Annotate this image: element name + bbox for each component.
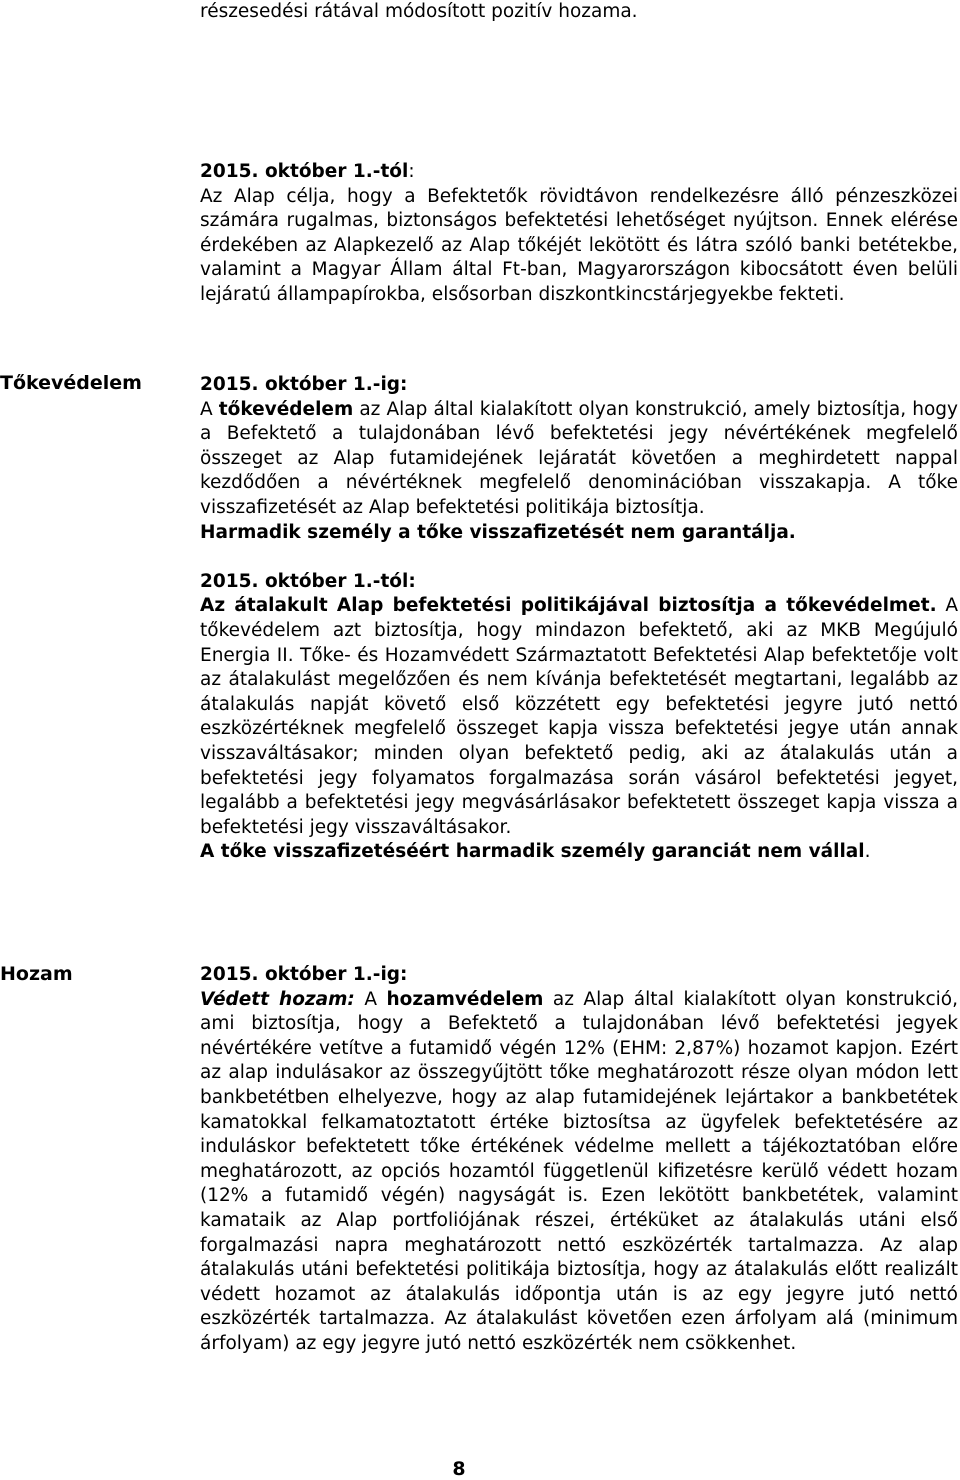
- objective-text: Az Alap célja, hogy a Befektetők rövidtávon rendelkezésre álló pénzeszközei számára rugalmas, biztonságos befektetési lehetőséget nyújtson. Ennek elérése érdekében az Alapkezelő az Alap tőkéjét lekötött és látra szóló banki betétekbe, valamint a Magyar Állam által Ft-ban, Magyarországon kibocsátott éven belüli lejáratú állampapírokba, elsősorban diszkontkincstárjegyekbe fekteti.: [200, 185, 958, 305]
- capital-paragraph-2: [200, 594, 958, 840]
- yield-term-protection: hozamvédelem: [386, 988, 544, 1010]
- page-number: 8: [452, 1458, 466, 1480]
- capital-p1-text: az Alap által kialakított olyan konstrukció, amely biztosítja, hogy a Befektető a tulajdonában lévő befektetési jegy névértékének megfelelő összeget az Alap futamidejének lejáratát követően a meghirdetett nappal kezdődően a névértéknek megfelelő denominációban visszakapja. A tőke visszafizetését az Alap befektetési politikája biztosítja.: [200, 398, 958, 518]
- capital-final: [200, 840, 958, 865]
- yield-label: Hozam: [0, 963, 73, 985]
- yield-a: A: [354, 988, 387, 1010]
- yield-term-protected: Védett hozam:: [200, 988, 355, 1010]
- capital-final-bold: A tőke visszafizetéséért harmadik személy garanciát nem vállal: [200, 841, 865, 863]
- objective-date-prefix: 2015. október 1.: [200, 161, 373, 182]
- capital-term: tőkevédelem: [218, 398, 354, 420]
- capital-final-end: .: [864, 841, 871, 863]
- objective-date-suffix: -tól: [372, 161, 409, 182]
- yield-section: [200, 963, 958, 1357]
- capital-p1-a: A: [200, 398, 219, 420]
- intro-line: részesedési rátával módosított pozitív hozama.: [200, 1, 638, 22]
- capital-protection-section: [200, 373, 958, 865]
- objective-section: [200, 160, 958, 308]
- capital-p2-lead: Az átalakult Alap befektetési politikájával biztosítja a tőkevédelmet.: [200, 595, 937, 617]
- objective-date: [200, 160, 958, 185]
- yield-paragraph: [200, 988, 958, 1357]
- capital-protection-label: Tőkevédelem: [0, 372, 142, 394]
- capital-date-until: 2015. október 1.-ig:: [200, 374, 408, 395]
- capital-no-guarantee: Harmadik személy a tőke visszafizetését nem garantálja.: [200, 521, 796, 543]
- yield-date: 2015. október 1.-ig:: [200, 964, 408, 985]
- capital-p2-text: A tőkevédelem azt biztosítja, hogy mindazon befektető, aki az MKB Megújuló Energia II. Tőke- és Hozamvédett Származtatott Befektetési Alap befektetője volt az átalakulást megelőzően és nem kívánja befektetését megtartani, legalább az átalakulás napját követő első közzétett egy befektetési jegyre jutó nettó eszközértéknek megfelelő összeget kapja vissza befektetési jegye után annak visszaváltásakor; minden olyan befektető pedig, aki az átalakulás után a befektetési jegy folyamatos forgalmazása során vásárol befektetési jegyet, legalább a befektetési jegy megvásárlásakor befektetett összeget kapja vissza a befektetési jegy visszaváltásakor.: [200, 595, 958, 838]
- capital-date-from: 2015. október 1.-tól:: [200, 570, 416, 592]
- capital-paragraph-1: [200, 398, 958, 521]
- intro-paragraph: [200, 0, 958, 25]
- objective-date-colon: :: [408, 161, 415, 182]
- yield-text: az Alap által kialakított olyan konstrukció, ami biztosítja, hogy a Befektető a tulajdonában lévő befektetési jegyek névértékére vetítve a futamidő végén 12% (EHM: 2,87%) hozamot kapjon. Ezért az alap indulásakor az összegyűjtött tőke meghatározott része olyan módon lett bankbetétben elhelyezve, hogy az alap futamidejének lejártakor a bankbetétek kamatokkal felkamatoztatott értéke biztosítsa az ügyfelek befektetésére az induláskor befektetett tőke értékének védelme mellett a tájékoztatóban előre meghatározott, az opciós hozamtól függetlenül kifizetésre kerülő védett hozam (12% a futamidő végén) nagyságát is. Ezen lekötött bankbetétek, valamint kamataik az Alap portfoliójának részei, értéküket az átalakulás utáni első forgalmazási napra meghatározott nettó eszközérték tartalmazza. Az alap átalakulás utáni befektetési politikája biztosítja, hogy az átalakulás előtt realizált védett hozamot az átalakulás időpontja után is az egy jegyre jutó nettó eszközérték tartalmazza. Az átalakulást követően ezen árfolyam alá (minimum árfolyam) az egy jegyre jutó nettó eszközérték nem csökkenhet.: [200, 988, 959, 1354]
